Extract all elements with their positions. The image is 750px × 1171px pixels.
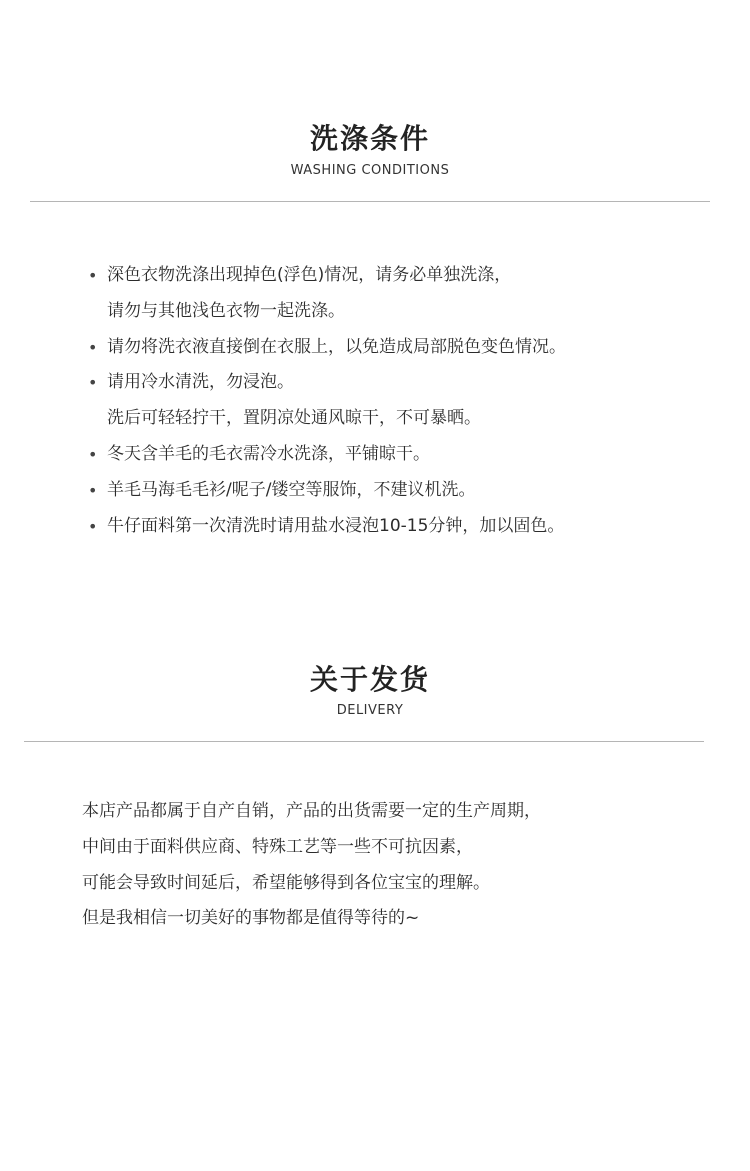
delivery-section-divider xyxy=(24,741,704,742)
washing-section-subtitle: WASHING CONDITIONS xyxy=(290,163,450,178)
bullet-dot: • xyxy=(88,266,98,285)
list-item xyxy=(88,365,728,401)
paragraph-line: 本店产品都属于自产自销，产品的出货需要一定的生产周期， xyxy=(82,801,541,821)
list-item xyxy=(88,509,728,545)
instruction-text: 请勿与其他浅色衣物一起洗涤。 xyxy=(107,300,345,321)
instruction-text: 深色衣物洗涤出现掉色(浮色)情况，请务必单独洗涤， xyxy=(107,265,512,285)
instruction-text: 冬天含羊毛的毛衣需冷水洗涤，平铺晾干。 xyxy=(107,443,430,464)
list-item xyxy=(88,401,728,437)
washing-instructions-list xyxy=(88,258,728,544)
bullet-dot: • xyxy=(88,337,98,357)
list-item xyxy=(88,294,728,330)
instruction-text: 牛仔面料第一次清洗时请用盐水浸泡10-15分钟，加以固色。 xyxy=(107,515,565,536)
washing-section-divider xyxy=(30,201,710,202)
list-item xyxy=(88,258,728,294)
washing-section-title: 洗涤条件 xyxy=(309,122,430,155)
instruction-text: 羊毛马海毛毛衫/呢子/镂空等服饰，不建议机洗。 xyxy=(107,479,476,500)
delivery-paragraph xyxy=(82,794,722,937)
delivery-section-subtitle: DELIVERY xyxy=(336,703,404,718)
instruction-text: 请用冷水清洗，勿浸泡。 xyxy=(107,372,294,393)
delivery-section-title: 关于发货 xyxy=(309,663,430,696)
paragraph-line: 中间由于面料供应商、特殊工艺等一些不可抗因素， xyxy=(82,836,473,857)
paragraph-line: 但是我相信一切美好的事物都是值得等待的~ xyxy=(82,908,420,929)
instruction-text: 请勿将洗衣液直接倒在衣服上，以免造成局部脱色变色情况。 xyxy=(107,336,566,357)
bullet-dot: • xyxy=(88,373,98,393)
list-item xyxy=(88,437,728,473)
bullet-dot: • xyxy=(88,516,98,536)
list-item xyxy=(88,473,728,509)
bullet-dot: • xyxy=(88,480,98,500)
instruction-text: 洗后可轻轻拧干，置阴凉处通风晾干，不可暴晒。 xyxy=(107,408,481,429)
paragraph-line: 可能会导致时间延后，希望能够得到各位宝宝的理解。 xyxy=(82,872,490,893)
list-item xyxy=(88,330,728,366)
bullet-dot: • xyxy=(88,444,98,464)
